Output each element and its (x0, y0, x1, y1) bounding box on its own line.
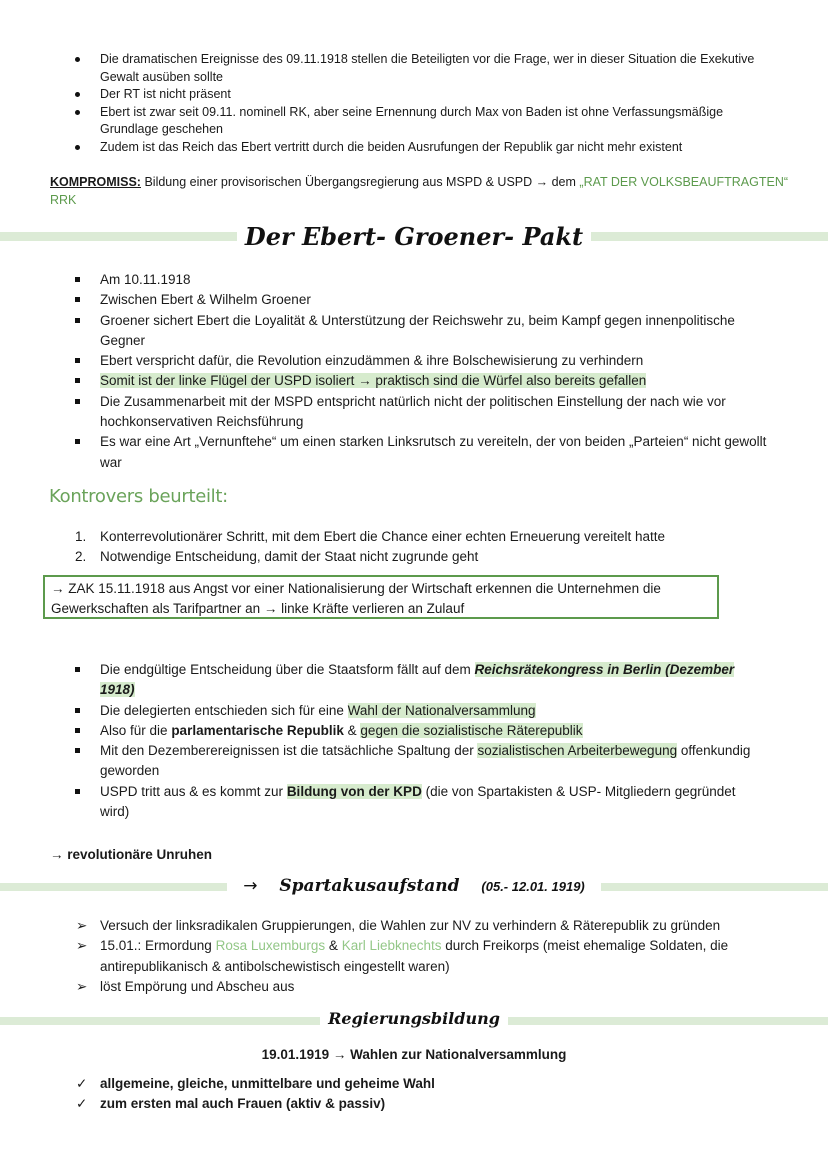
list-item: Zwischen Ebert & Wilhelm Groener (100, 290, 828, 310)
rrk-label: RRK (50, 192, 77, 207)
pakt-section (0, 270, 828, 473)
list-item: Zudem ist das Reich das Ebert vertritt durch die beiden Ausrufungen der Republik gar nicht mehr existent (100, 139, 828, 157)
spartakus-list (0, 916, 828, 997)
list-item: Die dramatischen Ereignisse des 09.11.1918 stellen die Beteiligten vor die Frage, wer in dieser Situation die Exekutive Gewalt ausüben sollte (100, 51, 828, 86)
list-number: 1. (75, 529, 87, 544)
checkmark-icon: ✓ (76, 1096, 88, 1113)
intro-bullet-list (0, 51, 828, 156)
unruhen-line: → revolutionäre Unruhen (50, 847, 213, 862)
list-item: Am 10.11.1918 (100, 270, 828, 290)
arrowhead-icon: ➢ (76, 918, 88, 934)
kompromiss-highlight: „RAT DER VOLKSBEAUFTRAGTEN“ (579, 175, 789, 189)
highlighted-text: Bildung von der KPD (286, 783, 422, 799)
intro-section (0, 51, 828, 156)
spartakus-section (0, 916, 828, 997)
arrow-icon: → (235, 876, 265, 896)
pakt-bullet-list (0, 270, 828, 473)
list-item: ✓ allgemeine, gleiche, unmittelbare und geheime Wahl (0, 1074, 828, 1094)
list-item (100, 371, 828, 391)
list-item: USPD tritt aus & es kommt zur Bildung von der KPD (die von Spartakisten & USP- Mitgliedern gegründet wird) (100, 782, 828, 823)
regierung-checklist (0, 1074, 828, 1115)
list-item: Ebert ist zwar seit 09.11. nominell RK, aber seine Ernennung durch Max von Baden ist ohne Verfassungsmäßige Grundlage geschehen (100, 104, 828, 139)
kontrovers-section (0, 527, 828, 568)
highlighted-text: Somit ist der linke Flügel der USPD isoliert → praktisch sind die Würfel also bereits gefallen (100, 373, 647, 389)
pakt-heading (0, 222, 828, 252)
list-item: Groener sichert Ebert die Loyalität & Unterstützung der Reichswehr zu, beim Kampf gegen innenpolitische Gegner (100, 311, 828, 352)
list-item: 1. Konterrevolutionärer Schritt, mit dem Ebert die Chance einer echten Erneuerung vereitelt hatte (0, 527, 828, 547)
checkmark-icon: ✓ (76, 1076, 88, 1092)
raete-bullet-list (0, 660, 828, 822)
highlighted-text: gegen die sozialistische Räterepublik (360, 722, 583, 738)
arrowhead-icon: ➢ (76, 978, 88, 995)
kompromiss-line (50, 174, 790, 209)
list-item: Mit den Dezemberereignissen ist die tatsächliche Spaltung der sozialistischen Arbeiterbewegung offenkundig geworden (100, 741, 828, 782)
list-item: Die delegierten entschieden sich für eine Wahl der Nationalversammlung (100, 701, 828, 721)
pakt-heading-text: Der Ebert- Groener- Pakt (237, 222, 591, 251)
list-item: Also für die parlamentarische Republik & gegen die sozialistische Räterepublik (100, 721, 828, 741)
list-item: ✓ zum ersten mal auch Frauen (aktiv & passiv) (0, 1094, 828, 1114)
highlighted-text: sozialistischen Arbeiterbewegung (477, 743, 678, 759)
kontrovers-list (0, 527, 828, 568)
zak-box: → ZAK 15.11.1918 aus Angst vor einer Nationalisierung der Wirtschaft erkennen die Unternehmen die Gewerkschaften als Tarifpartner an → linke Kräfte verlieren an Zulauf (43, 575, 719, 619)
arrowhead-icon: ➢ (76, 938, 88, 955)
list-item: ➢ löst Empörung und Abscheu aus (0, 977, 828, 997)
list-item: Es war eine Art „Vernunftehe“ um einen starken Linksrutsch zu vereiteln, der von beiden „Parteien“ nicht gewollt war (100, 432, 828, 473)
list-item: 2. Notwendige Entscheidung, damit der Staat nicht zugrunde geht (0, 547, 828, 567)
kompromiss-label: KOMPROMISS: (50, 175, 141, 189)
raete-section (0, 660, 828, 822)
list-item: ➢ 15.01.: Ermordung Rosa Luxemburgs & Karl Liebknechts durch Freikorps (meist ehemalige Soldaten, die antirepublikanisch & antibolschewistisch eingestellt waren) (76, 938, 729, 974)
list-item: Der RT ist nicht präsent (100, 86, 828, 104)
list-item: Die Zusammenarbeit mit der MSPD entspricht natürlich nicht der politischen Einstellung der nach wie vor hochkonservativen Reichsführung (100, 392, 828, 433)
regierung-section (0, 1074, 828, 1115)
list-item: Die endgültige Entscheidung über die Staatsform fällt auf dem Reichsrätekongress in Berlin (Dezember 1918) (100, 660, 828, 701)
regierung-heading: Regierungsbildung (0, 1007, 828, 1031)
regierung-subheading: 19.01.1919 → Wahlen zur Nationalversammlung (261, 1047, 567, 1062)
kontrovers-heading: Kontrovers beurteilt: (49, 486, 228, 507)
list-item: ➢ Versuch der linksradikalen Gruppierungen, die Wahlen zur NV zu verhindern & Räterepublik zu gründen (0, 916, 828, 936)
kompromiss-text: Bildung einer provisorischen Übergangsregierung aus MSPD & USPD → dem (144, 175, 576, 189)
spartakus-heading: → Spartakusaufstand (05.- 12.01. 1919) (0, 874, 828, 899)
list-number: 2. (75, 549, 87, 565)
highlighted-text: Wahl der Nationalversammlung (347, 702, 536, 718)
list-item: Ebert verspricht dafür, die Revolution einzudämmen & ihre Bolschewisierung zu verhindern (100, 351, 828, 371)
highlighted-text: Reichsrätekongress in Berlin (Dezember 1918) (100, 662, 735, 698)
